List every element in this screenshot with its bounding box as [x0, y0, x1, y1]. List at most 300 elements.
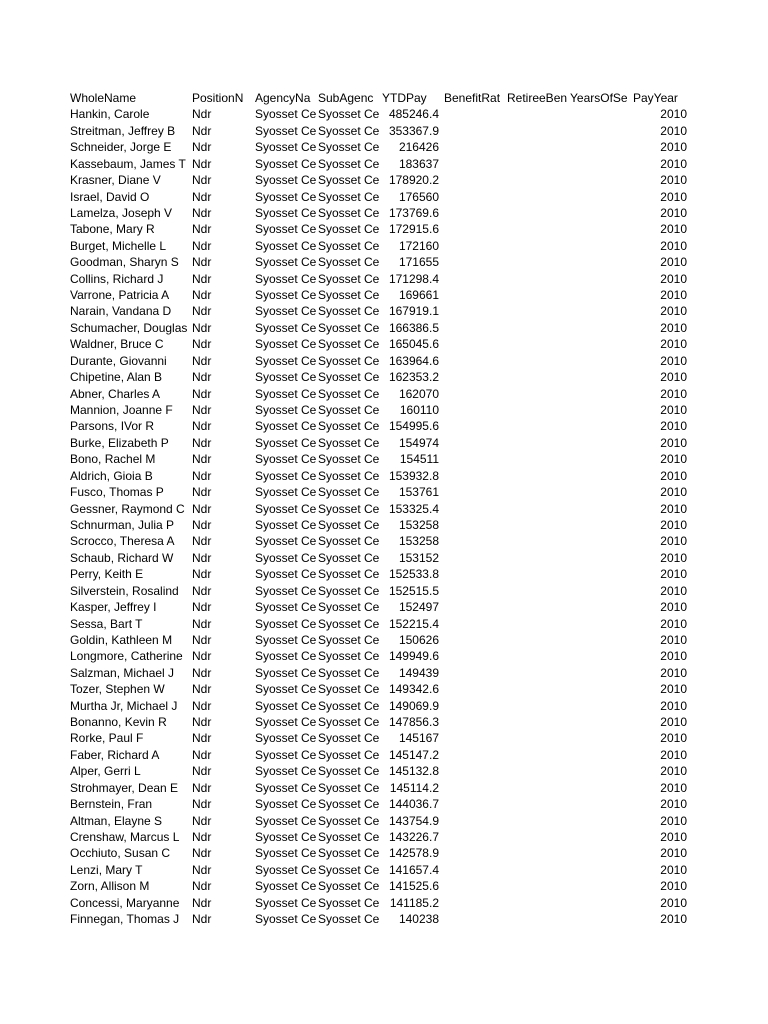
- subagency-cell: Syosset Ce: [318, 731, 380, 746]
- agency-cell: Syosset Ce: [255, 698, 317, 713]
- position-cell: Ndr: [192, 649, 212, 664]
- subagency-cell: Syosset Ce: [318, 600, 380, 615]
- whole-name-cell: Concessi, Maryanne: [70, 895, 180, 910]
- column-header-agency: AgencyNa: [255, 91, 311, 105]
- subagency-cell: Syosset Ce: [318, 912, 380, 927]
- ytd-pay-cell: 150626: [398, 632, 439, 647]
- agency-cell: Syosset Ce: [255, 353, 317, 368]
- subagency-cell: Syosset Ce: [318, 156, 380, 171]
- whole-name-cell: Perry, Keith E: [70, 567, 144, 582]
- pay-year-cell: 2010: [660, 600, 687, 615]
- pay-year-cell: 2010: [660, 649, 687, 664]
- whole-name-cell: Goodman, Sharyn S: [70, 255, 179, 270]
- position-cell: Ndr: [192, 862, 212, 877]
- position-cell: Ndr: [192, 632, 212, 647]
- agency-cell: Syosset Ce: [255, 829, 317, 844]
- ytd-pay-cell: 162353.2: [388, 370, 439, 385]
- agency-cell: Syosset Ce: [255, 173, 317, 188]
- ytd-pay-cell: 152515.5: [388, 583, 439, 598]
- pay-year-cell: 2010: [660, 632, 687, 647]
- whole-name-cell: Alper, Gerri L: [70, 764, 141, 779]
- pay-year-cell: 2010: [660, 386, 687, 401]
- whole-name-cell: Waldner, Bruce C: [70, 337, 164, 352]
- whole-name-cell: Fusco, Thomas P: [70, 485, 164, 500]
- position-cell: Ndr: [192, 780, 212, 795]
- agency-cell: Syosset Ce: [255, 747, 317, 762]
- subagency-cell: Syosset Ce: [318, 468, 380, 483]
- ytd-pay-cell: 171655: [398, 255, 439, 270]
- whole-name-cell: Lamelza, Joseph V: [70, 205, 173, 220]
- agency-cell: Syosset Ce: [255, 616, 317, 631]
- ytd-pay-cell: 176560: [398, 189, 439, 204]
- pay-year-cell: 2010: [660, 452, 687, 467]
- ytd-pay-cell: 145114.2: [389, 780, 439, 795]
- subagency-cell: Syosset Ce: [318, 107, 380, 122]
- subagency-cell: Syosset Ce: [318, 715, 380, 730]
- agency-cell: Syosset Ce: [255, 189, 317, 204]
- position-cell: Ndr: [192, 682, 212, 697]
- ytd-pay-cell: 141525.6: [388, 879, 439, 894]
- agency-cell: Syosset Ce: [255, 271, 317, 286]
- whole-name-cell: Crenshaw, Marcus L: [70, 829, 180, 844]
- position-cell: Ndr: [192, 255, 212, 270]
- whole-name-cell: Aldrich, Gioia B: [70, 468, 153, 483]
- pay-year-cell: 2010: [660, 912, 687, 927]
- position-cell: Ndr: [192, 731, 212, 746]
- position-cell: Ndr: [192, 813, 212, 828]
- ytd-pay-cell: 165045.6: [388, 337, 439, 352]
- pay-year-cell: 2010: [660, 304, 687, 319]
- whole-name-cell: Narain, Vandana D: [70, 304, 172, 319]
- pay-year-cell: 2010: [660, 764, 687, 779]
- ytd-pay-cell: 153258: [398, 534, 439, 549]
- ytd-pay-cell: 149439: [398, 665, 439, 680]
- ytd-pay-cell: 169661: [398, 288, 439, 303]
- subagency-cell: Syosset Ce: [318, 173, 380, 188]
- whole-name-cell: Schumacher, Douglas: [70, 320, 188, 335]
- pay-year-cell: 2010: [660, 517, 687, 532]
- subagency-cell: Syosset Ce: [318, 829, 380, 844]
- whole-name-cell: Krasner, Diane V: [70, 173, 161, 188]
- ytd-pay-cell: 485246.4: [388, 107, 439, 122]
- whole-name-cell: Streitman, Jeffrey B: [70, 123, 176, 138]
- agency-cell: Syosset Ce: [255, 386, 317, 401]
- subagency-cell: Syosset Ce: [318, 567, 380, 582]
- column-header-benefitrate: BenefitRat: [444, 91, 501, 105]
- position-cell: Ndr: [192, 435, 212, 450]
- pay-year-cell: 2010: [660, 222, 687, 237]
- position-cell: Ndr: [192, 304, 212, 319]
- position-cell: Ndr: [192, 912, 212, 927]
- agency-cell: Syosset Ce: [255, 583, 317, 598]
- position-cell: Ndr: [192, 665, 212, 680]
- subagency-cell: Syosset Ce: [318, 485, 380, 500]
- ytd-pay-cell: 142578.9: [388, 846, 439, 861]
- ytd-pay-cell: 173769.6: [388, 205, 439, 220]
- whole-name-cell: Rorke, Paul F: [70, 731, 144, 746]
- subagency-cell: Syosset Ce: [318, 304, 380, 319]
- whole-name-cell: Altman, Elayne S: [70, 813, 163, 828]
- whole-name-cell: Longmore, Catherine: [70, 649, 183, 664]
- ytd-pay-cell: 171298.4: [388, 271, 439, 286]
- pay-year-cell: 2010: [660, 715, 687, 730]
- agency-cell: Syosset Ce: [255, 419, 317, 434]
- pay-year-cell: 2010: [660, 698, 687, 713]
- ytd-pay-cell: 147856.3: [388, 715, 439, 730]
- pay-year-cell: 2010: [660, 846, 687, 861]
- subagency-cell: Syosset Ce: [318, 583, 380, 598]
- agency-cell: Syosset Ce: [255, 665, 317, 680]
- pay-year-cell: 2010: [660, 320, 687, 335]
- agency-cell: Syosset Ce: [255, 715, 317, 730]
- ytd-pay-cell: 149069.9: [388, 698, 439, 713]
- position-cell: Ndr: [192, 879, 212, 894]
- subagency-cell: Syosset Ce: [318, 550, 380, 565]
- whole-name-cell: Murtha Jr, Michael J: [70, 698, 178, 713]
- ytd-pay-cell: 145132.8: [388, 764, 439, 779]
- pay-year-cell: 2010: [660, 255, 687, 270]
- position-cell: Ndr: [192, 123, 212, 138]
- subagency-cell: Syosset Ce: [318, 813, 380, 828]
- position-cell: Ndr: [192, 764, 212, 779]
- ytd-pay-cell: 152497: [398, 600, 439, 615]
- ytd-pay-cell: 162070: [398, 386, 439, 401]
- agency-cell: Syosset Ce: [255, 895, 317, 910]
- subagency-cell: Syosset Ce: [318, 238, 380, 253]
- subagency-cell: Syosset Ce: [318, 780, 380, 795]
- ytd-pay-cell: 154511: [399, 452, 439, 467]
- subagency-cell: Syosset Ce: [318, 534, 380, 549]
- whole-name-cell: Schneider, Jorge E: [70, 140, 172, 155]
- agency-cell: Syosset Ce: [255, 846, 317, 861]
- ytd-pay-cell: 216426: [398, 140, 439, 155]
- position-cell: Ndr: [192, 797, 212, 812]
- position-cell: Ndr: [192, 829, 212, 844]
- whole-name-cell: Varrone, Patricia A: [70, 288, 170, 303]
- pay-year-cell: 2010: [660, 501, 687, 516]
- pay-year-cell: 2010: [660, 140, 687, 155]
- subagency-cell: Syosset Ce: [318, 386, 380, 401]
- ytd-pay-cell: 153258: [398, 517, 439, 532]
- pay-year-cell: 2010: [660, 616, 687, 631]
- ytd-pay-cell: 153325.4: [388, 501, 439, 516]
- subagency-cell: Syosset Ce: [318, 205, 380, 220]
- position-cell: Ndr: [192, 485, 212, 500]
- agency-cell: Syosset Ce: [255, 797, 317, 812]
- pay-year-cell: 2010: [660, 567, 687, 582]
- pay-year-cell: 2010: [660, 895, 687, 910]
- ytd-pay-cell: 143754.9: [388, 813, 439, 828]
- ytd-pay-cell: 183637: [398, 156, 439, 171]
- position-cell: Ndr: [192, 501, 212, 516]
- pay-year-cell: 2010: [660, 173, 687, 188]
- position-cell: Ndr: [192, 173, 212, 188]
- position-cell: Ndr: [192, 419, 212, 434]
- subagency-cell: Syosset Ce: [318, 649, 380, 664]
- whole-name-cell: Bonanno, Kevin R: [70, 715, 167, 730]
- subagency-cell: Syosset Ce: [318, 698, 380, 713]
- position-cell: Ndr: [192, 517, 212, 532]
- pay-year-cell: 2010: [660, 337, 687, 352]
- subagency-cell: Syosset Ce: [318, 879, 380, 894]
- position-cell: Ndr: [192, 403, 212, 418]
- ytd-pay-cell: 154995.6: [388, 419, 439, 434]
- agency-cell: Syosset Ce: [255, 222, 317, 237]
- ytd-pay-cell: 160110: [399, 403, 439, 418]
- column-header-position: PositionN: [192, 91, 244, 105]
- subagency-cell: Syosset Ce: [318, 435, 380, 450]
- agency-cell: Syosset Ce: [255, 403, 317, 418]
- pay-year-cell: 2010: [660, 780, 687, 795]
- whole-name-cell: Collins, Richard J: [70, 271, 164, 286]
- subagency-cell: Syosset Ce: [318, 353, 380, 368]
- whole-name-cell: Burke, Elizabeth P: [70, 435, 169, 450]
- whole-name-cell: Kassebaum, James T: [70, 156, 186, 171]
- agency-cell: Syosset Ce: [255, 485, 317, 500]
- ytd-pay-cell: 145167: [398, 731, 439, 746]
- ytd-pay-cell: 141657.4: [388, 862, 439, 877]
- position-cell: Ndr: [192, 567, 212, 582]
- ytd-pay-cell: 152533.8: [388, 567, 439, 582]
- subagency-cell: Syosset Ce: [318, 255, 380, 270]
- agency-cell: Syosset Ce: [255, 255, 317, 270]
- agency-cell: Syosset Ce: [255, 140, 317, 155]
- subagency-cell: Syosset Ce: [318, 320, 380, 335]
- ytd-pay-cell: 167919.1: [388, 304, 439, 319]
- position-cell: Ndr: [192, 550, 212, 565]
- ytd-pay-cell: 145147.2: [388, 747, 439, 762]
- pay-year-cell: 2010: [660, 731, 687, 746]
- agency-cell: Syosset Ce: [255, 764, 317, 779]
- whole-name-cell: Schaub, Richard W: [70, 550, 174, 565]
- pay-year-cell: 2010: [660, 205, 687, 220]
- ytd-pay-cell: 178920.2: [388, 173, 439, 188]
- position-cell: Ndr: [192, 156, 212, 171]
- ytd-pay-cell: 153761: [398, 485, 439, 500]
- position-cell: Ndr: [192, 386, 212, 401]
- column-header-yearsofservice: YearsOfSe: [570, 91, 628, 105]
- subagency-cell: Syosset Ce: [318, 501, 380, 516]
- subagency-cell: Syosset Ce: [318, 846, 380, 861]
- whole-name-cell: Gessner, Raymond C: [70, 501, 185, 516]
- agency-cell: Syosset Ce: [255, 452, 317, 467]
- whole-name-cell: Mannion, Joanne F: [70, 403, 173, 418]
- pay-year-cell: 2010: [660, 238, 687, 253]
- pay-year-cell: 2010: [660, 747, 687, 762]
- whole-name-cell: Kasper, Jeffrey I: [70, 600, 157, 615]
- agency-cell: Syosset Ce: [255, 205, 317, 220]
- subagency-cell: Syosset Ce: [318, 189, 380, 204]
- agency-cell: Syosset Ce: [255, 632, 317, 647]
- pay-year-cell: 2010: [660, 123, 687, 138]
- agency-cell: Syosset Ce: [255, 468, 317, 483]
- ytd-pay-cell: 153152: [398, 550, 439, 565]
- whole-name-cell: Israel, David O: [70, 189, 150, 204]
- ytd-pay-cell: 172160: [398, 238, 439, 253]
- whole-name-cell: Burget, Michelle L: [70, 238, 167, 253]
- pay-year-cell: 2010: [660, 271, 687, 286]
- pay-year-cell: 2010: [660, 419, 687, 434]
- pay-year-cell: 2010: [660, 682, 687, 697]
- position-cell: Ndr: [192, 140, 212, 155]
- subagency-cell: Syosset Ce: [318, 665, 380, 680]
- position-cell: Ndr: [192, 846, 212, 861]
- ytd-pay-cell: 149342.6: [388, 682, 439, 697]
- whole-name-cell: Abner, Charles A: [70, 386, 161, 401]
- subagency-cell: Syosset Ce: [318, 747, 380, 762]
- agency-cell: Syosset Ce: [255, 320, 317, 335]
- pay-year-cell: 2010: [660, 353, 687, 368]
- pay-year-cell: 2010: [660, 189, 687, 204]
- ytd-pay-cell: 149949.6: [388, 649, 439, 664]
- column-header-retireebenefit: RetireeBen: [507, 91, 568, 105]
- whole-name-cell: Bono, Rachel M: [70, 452, 156, 467]
- pay-year-cell: 2010: [660, 156, 687, 171]
- agency-cell: Syosset Ce: [255, 156, 317, 171]
- subagency-cell: Syosset Ce: [318, 123, 380, 138]
- position-cell: Ndr: [192, 189, 212, 204]
- pay-year-cell: 2010: [660, 468, 687, 483]
- whole-name-cell: Schnurman, Julia P: [70, 517, 175, 532]
- subagency-cell: Syosset Ce: [318, 764, 380, 779]
- agency-cell: Syosset Ce: [255, 517, 317, 532]
- agency-cell: Syosset Ce: [255, 304, 317, 319]
- pay-year-cell: 2010: [660, 879, 687, 894]
- whole-name-cell: Strohmayer, Dean E: [70, 780, 179, 795]
- position-cell: Ndr: [192, 271, 212, 286]
- position-cell: Ndr: [192, 353, 212, 368]
- column-header-payyear: PayYear: [633, 91, 678, 105]
- ytd-pay-cell: 153932.8: [388, 468, 439, 483]
- subagency-cell: Syosset Ce: [318, 370, 380, 385]
- agency-cell: Syosset Ce: [255, 123, 317, 138]
- position-cell: Ndr: [192, 600, 212, 615]
- subagency-cell: Syosset Ce: [318, 616, 380, 631]
- agency-cell: Syosset Ce: [255, 682, 317, 697]
- agency-cell: Syosset Ce: [255, 435, 317, 450]
- subagency-cell: Syosset Ce: [318, 632, 380, 647]
- agency-cell: Syosset Ce: [255, 534, 317, 549]
- agency-cell: Syosset Ce: [255, 107, 317, 122]
- subagency-cell: Syosset Ce: [318, 517, 380, 532]
- position-cell: Ndr: [192, 616, 212, 631]
- subagency-cell: Syosset Ce: [318, 222, 380, 237]
- agency-cell: Syosset Ce: [255, 862, 317, 877]
- ytd-pay-cell: 166386.5: [388, 320, 439, 335]
- pay-year-cell: 2010: [660, 665, 687, 680]
- ytd-pay-cell: 353367.9: [388, 123, 439, 138]
- pay-year-cell: 2010: [660, 107, 687, 122]
- agency-cell: Syosset Ce: [255, 600, 317, 615]
- pay-year-cell: 2010: [660, 862, 687, 877]
- whole-name-cell: Zorn, Allison M: [70, 879, 150, 894]
- agency-cell: Syosset Ce: [255, 567, 317, 582]
- ytd-pay-cell: 152215.4: [388, 616, 439, 631]
- whole-name-cell: Hankin, Carole: [70, 107, 150, 122]
- position-cell: Ndr: [192, 583, 212, 598]
- agency-cell: Syosset Ce: [255, 813, 317, 828]
- pay-year-cell: 2010: [660, 435, 687, 450]
- ytd-pay-cell: 154974: [398, 435, 439, 450]
- agency-cell: Syosset Ce: [255, 501, 317, 516]
- position-cell: Ndr: [192, 698, 212, 713]
- agency-cell: Syosset Ce: [255, 337, 317, 352]
- agency-cell: Syosset Ce: [255, 912, 317, 927]
- subagency-cell: Syosset Ce: [318, 862, 380, 877]
- position-cell: Ndr: [192, 715, 212, 730]
- whole-name-cell: Silverstein, Rosalind: [70, 583, 179, 598]
- whole-name-cell: Scrocco, Theresa A: [70, 534, 175, 549]
- agency-cell: Syosset Ce: [255, 731, 317, 746]
- ytd-pay-cell: 143226.7: [388, 829, 439, 844]
- ytd-pay-cell: 141185.2: [389, 895, 439, 910]
- whole-name-cell: Durante, Giovanni: [70, 353, 167, 368]
- whole-name-cell: Lenzi, Mary T: [70, 862, 143, 877]
- ytd-pay-cell: 163964.6: [388, 353, 439, 368]
- agency-cell: Syosset Ce: [255, 879, 317, 894]
- agency-cell: Syosset Ce: [255, 288, 317, 303]
- whole-name-cell: Bernstein, Fran: [70, 797, 153, 812]
- column-header-ytdpay: YTDPay: [382, 91, 427, 105]
- column-header-subagency: SubAgenc: [318, 91, 374, 105]
- whole-name-cell: Parsons, IVor R: [70, 419, 155, 434]
- ytd-pay-cell: 140238: [398, 912, 439, 927]
- pay-year-cell: 2010: [660, 829, 687, 844]
- subagency-cell: Syosset Ce: [318, 288, 380, 303]
- position-cell: Ndr: [192, 337, 212, 352]
- whole-name-cell: Salzman, Michael J: [70, 665, 175, 680]
- whole-name-cell: Goldin, Kathleen M: [70, 632, 173, 647]
- position-cell: Ndr: [192, 534, 212, 549]
- whole-name-cell: Finnegan, Thomas J: [70, 912, 180, 927]
- pay-year-cell: 2010: [660, 534, 687, 549]
- subagency-cell: Syosset Ce: [318, 337, 380, 352]
- whole-name-cell: Tozer, Stephen W: [70, 682, 165, 697]
- position-cell: Ndr: [192, 452, 212, 467]
- position-cell: Ndr: [192, 222, 212, 237]
- position-cell: Ndr: [192, 370, 212, 385]
- agency-cell: Syosset Ce: [255, 550, 317, 565]
- pay-year-cell: 2010: [660, 550, 687, 565]
- pay-year-cell: 2010: [660, 485, 687, 500]
- position-cell: Ndr: [192, 320, 212, 335]
- position-cell: Ndr: [192, 288, 212, 303]
- agency-cell: Syosset Ce: [255, 780, 317, 795]
- subagency-cell: Syosset Ce: [318, 140, 380, 155]
- subagency-cell: Syosset Ce: [318, 403, 380, 418]
- ytd-pay-cell: 172915.6: [388, 222, 439, 237]
- subagency-cell: Syosset Ce: [318, 419, 380, 434]
- column-header-wholename: WholeName: [70, 91, 137, 105]
- position-cell: Ndr: [192, 468, 212, 483]
- subagency-cell: Syosset Ce: [318, 895, 380, 910]
- position-cell: Ndr: [192, 107, 212, 122]
- position-cell: Ndr: [192, 205, 212, 220]
- position-cell: Ndr: [192, 747, 212, 762]
- whole-name-cell: Sessa, Bart T: [70, 616, 143, 631]
- pay-year-cell: 2010: [660, 288, 687, 303]
- position-cell: Ndr: [192, 895, 212, 910]
- whole-name-cell: Occhiuto, Susan C: [70, 846, 171, 861]
- pay-year-cell: 2010: [660, 583, 687, 598]
- pay-year-cell: 2010: [660, 403, 687, 418]
- position-cell: Ndr: [192, 238, 212, 253]
- agency-cell: Syosset Ce: [255, 238, 317, 253]
- subagency-cell: Syosset Ce: [318, 797, 380, 812]
- agency-cell: Syosset Ce: [255, 370, 317, 385]
- subagency-cell: Syosset Ce: [318, 452, 380, 467]
- whole-name-cell: Tabone, Mary R: [70, 222, 155, 237]
